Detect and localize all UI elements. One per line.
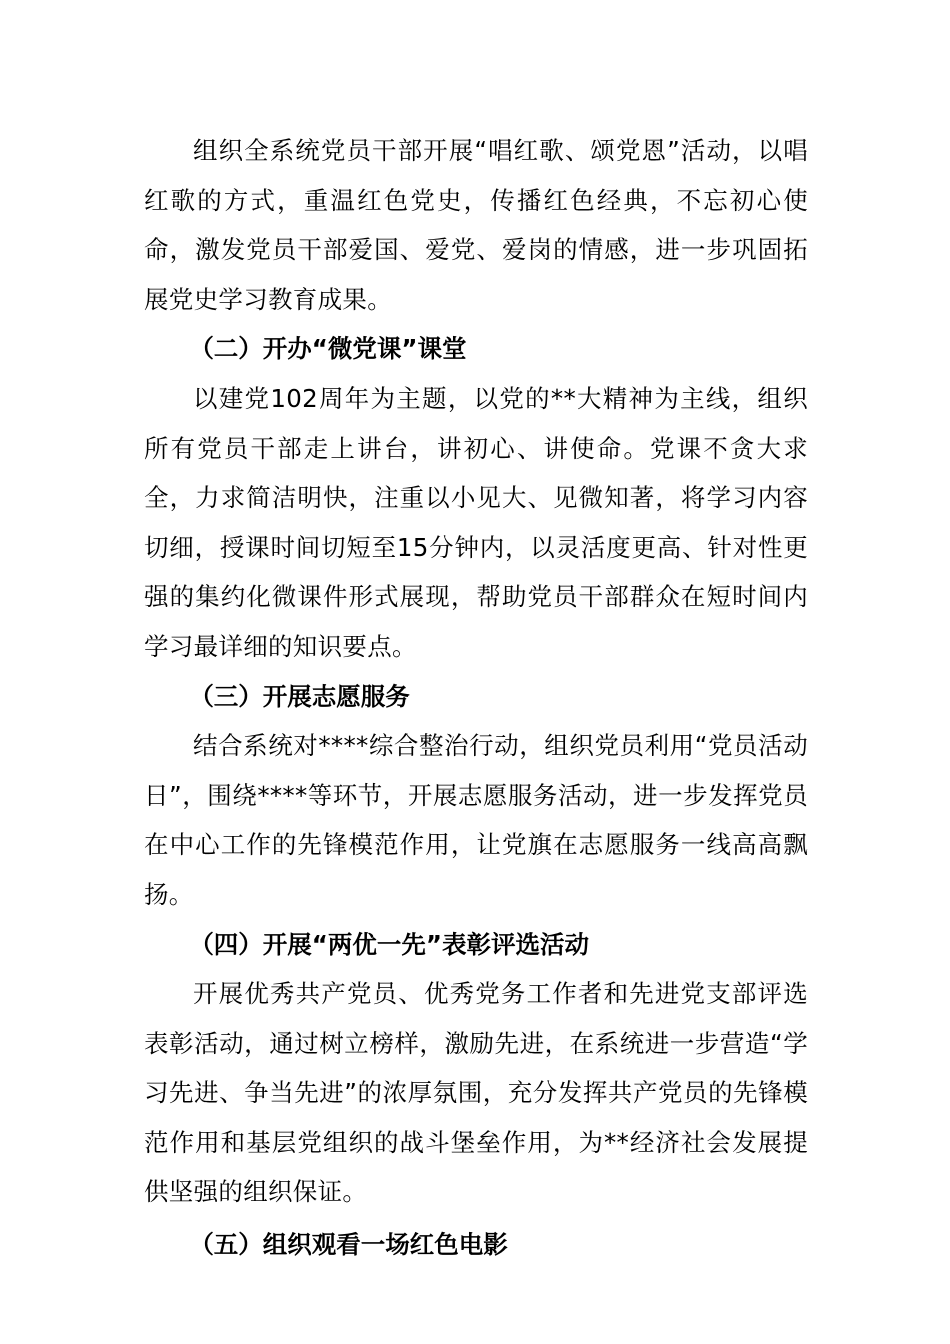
paragraph-volunteer-service: 结合系统对****综合整治行动，组织党员利用“党员活动日”，围绕****等环节，开展志愿服务活动，进一步发挥党员在中心工作的先锋模范作用，让党旗在志愿服务一线高高飘扬。 bbox=[144, 731, 808, 909]
heading-red-movie: （五）组织观看一场红色电影 bbox=[189, 1230, 508, 1260]
paragraph-commendation-selection: 开展优秀共产党员、优秀党务工作者和先进党支部评选表彰活动，通过树立榜样，激励先进，在系统进一步营造“学习先进、争当先进”的浓厚氛围，充分发挥共产党员的先锋模范作用和基层党组织的战斗堡垒作用，为**经济社会发展提供坚强的组织保证。 bbox=[144, 979, 808, 1207]
paragraph-micro-party-lesson: 以建党102周年为主题，以党的**大精神为主线，组织所有党员干部走上讲台，讲初心、讲使命。党课不贪大求全，力求简洁明快，注重以小见大、见微知著，将学习内容切细，授课时间切短至15分钟内，以灵活度更高、针对性更强的集约化微课件形式展现，帮助党员干部群众在短时间内学习最详细的知识要点。 bbox=[144, 383, 808, 661]
heading-micro-party-lesson: （二）开办“微党课”课堂 bbox=[189, 334, 467, 364]
heading-volunteer-service: （三）开展志愿服务 bbox=[189, 681, 410, 711]
heading-commendation-selection: （四）开展“两优一先”表彰评选活动 bbox=[189, 929, 590, 959]
paragraph-sing-red-songs: 组织全系统党员干部开展“唱红歌、颂党恩”活动，以唱红歌的方式，重温红色党史，传播红色经典，不忘初心使命，激发党员干部爱国、爱党、爱岗的情感，进一步巩固拓展党史学习教育成果。 bbox=[144, 136, 808, 314]
document-body bbox=[144, 126, 808, 1270]
